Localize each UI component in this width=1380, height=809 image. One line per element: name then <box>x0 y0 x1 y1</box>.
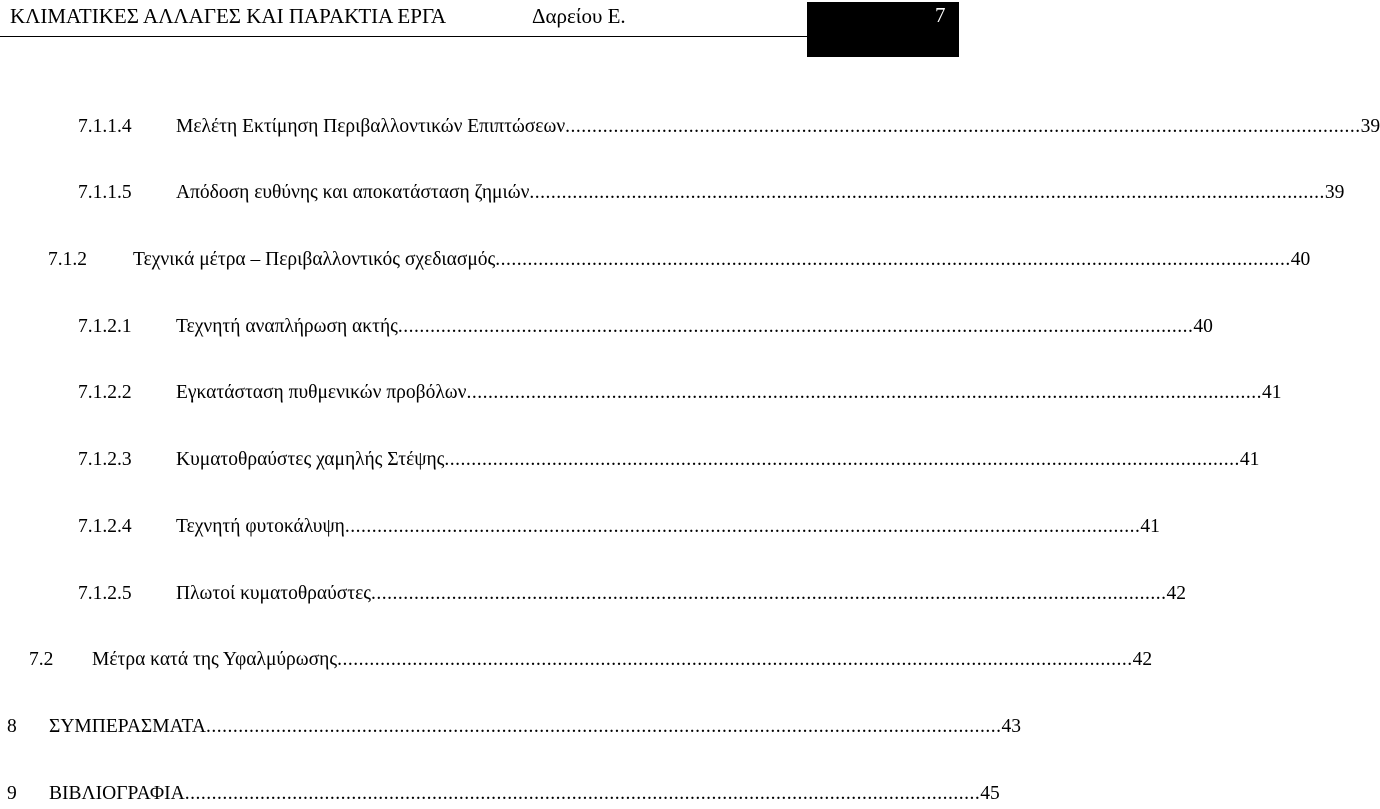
toc-entry-number: 7.1.2.3 <box>78 449 132 470</box>
toc-entry-page: 40 <box>1193 316 1213 337</box>
toc-dot-leader: .................................................................................................................................................... <box>184 783 981 804</box>
toc-entry[interactable] <box>78 449 1260 475</box>
toc-entry[interactable] <box>29 649 1153 675</box>
toc-dot-leader: .................................................................................................................................................... <box>444 449 1240 470</box>
toc-entry-title: Τεχνικά μέτρα – Περιβαλλοντικός σχεδιασμός <box>133 249 496 270</box>
toc-entry[interactable] <box>48 249 1311 275</box>
toc-dot-leader: .................................................................................................................................................... <box>371 583 1167 604</box>
toc-entry-title: Κυματοθραύστες χαμηλής Στέψης <box>176 449 445 470</box>
toc-entry-page: 41 <box>1140 516 1160 537</box>
header-divider <box>0 36 807 37</box>
toc-entry-number: 7.1.2 <box>48 249 87 270</box>
toc-entry-page: 40 <box>1290 249 1311 270</box>
toc-entry-number: 7.1.1.5 <box>78 182 132 203</box>
toc-entry-title: Μελέτη Εκτίμηση Περιβαλλοντικών Επιπτώσεων <box>176 116 566 137</box>
toc-entry[interactable] <box>7 783 1000 809</box>
document-title: ΚΛΙΜΑΤΙΚΕΣ ΑΛΛΑΓΕΣ ΚΑΙ ΠΑΡΑΚΤΙΑ ΕΡΓΑ <box>10 4 446 28</box>
toc-entry-page: 45 <box>980 783 1000 804</box>
toc-entry-number: 7.1.2.4 <box>78 516 132 537</box>
toc-entry-title: ΒΙΒΛΙΟΓΡΑΦΙΑ <box>49 783 185 804</box>
toc-entry-number: 7.1.1.4 <box>78 116 132 137</box>
toc-entry-title: Τεχνητή φυτοκάλυψη <box>176 516 345 537</box>
toc-entry-title: ΣΥΜΠΕΡΑΣΜΑΤΑ <box>49 716 206 737</box>
toc-entry-title: Τεχνητή αναπλήρωση ακτής <box>176 316 398 337</box>
page-number: 7 <box>935 3 946 27</box>
toc-entry-number: 7.1.2.2 <box>78 382 132 403</box>
toc-entry[interactable] <box>7 716 1021 742</box>
toc-entry-number: 7.1.2.5 <box>78 583 132 604</box>
toc-dot-leader: .................................................................................................................................................... <box>205 716 1002 737</box>
toc-entry[interactable] <box>78 382 1282 408</box>
page-header <box>0 0 959 60</box>
toc-entry-page: 41 <box>1239 449 1260 470</box>
toc-dot-leader: .................................................................................................................................................... <box>495 249 1291 270</box>
toc-entry[interactable] <box>78 583 1187 609</box>
toc-entry-page: 41 <box>1261 382 1282 403</box>
toc-entry-title: Μέτρα κατά της Υφαλμύρωσης <box>92 649 338 670</box>
toc-dot-leader: .................................................................................................................................................... <box>529 182 1325 203</box>
toc-entry-title: Απόδοση ευθύνης και αποκατάσταση ζημιών <box>176 182 530 203</box>
toc-entry-title: Πλωτοί κυματοθραύστες <box>176 583 372 604</box>
toc-entry[interactable] <box>78 182 1345 208</box>
toc-entry[interactable] <box>78 116 1380 142</box>
toc-dot-leader: .................................................................................................................................................... <box>565 116 1361 137</box>
toc-entry-number: 9 <box>7 783 17 804</box>
toc-dot-leader: .................................................................................................................................................... <box>466 382 1262 403</box>
toc-entry-title: Εγκατάσταση πυθμενικών προβόλων <box>176 382 467 403</box>
toc-dot-leader: .................................................................................................................................................... <box>337 649 1133 670</box>
toc-entry-page: 42 <box>1132 649 1153 670</box>
toc-entry-number: 7.1.2.1 <box>78 316 132 337</box>
toc-entry-page: 39 <box>1324 182 1345 203</box>
toc-entry-page: 42 <box>1166 583 1187 604</box>
toc-entry-page: 39 <box>1360 116 1380 137</box>
toc-entry[interactable] <box>78 516 1160 542</box>
toc-dot-leader: .................................................................................................................................................... <box>344 516 1141 537</box>
toc-entry-number: 8 <box>7 716 17 737</box>
toc-dot-leader: .................................................................................................................................................... <box>397 316 1194 337</box>
toc-entry-page: 43 <box>1001 716 1021 737</box>
toc-entry[interactable] <box>78 316 1213 342</box>
author-name: Δαρείου Ε. <box>532 4 626 28</box>
toc-entry-number: 7.2 <box>29 649 54 670</box>
